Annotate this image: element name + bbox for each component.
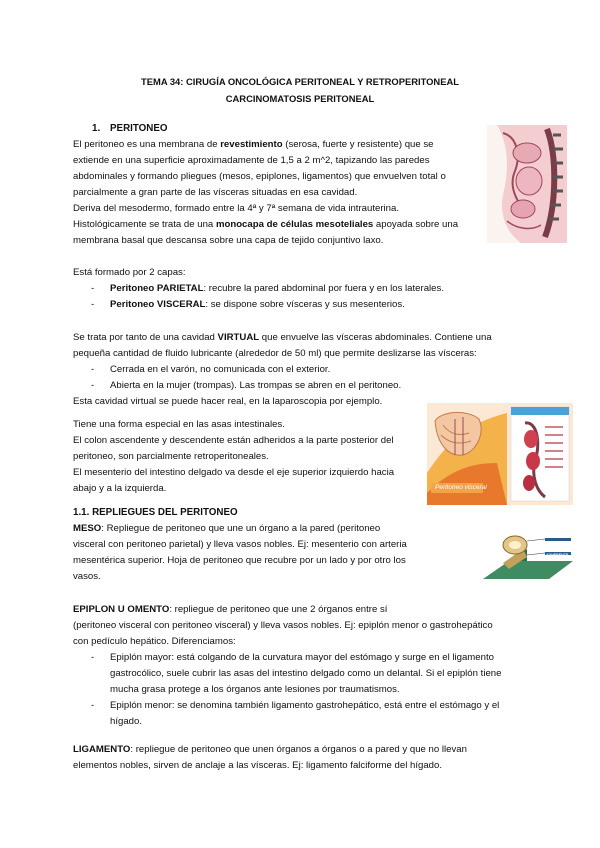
- list-item: hígado.: [110, 716, 143, 727]
- paragraph-line: parcialmente a gran parte de las vísceras situadas en esa cavidad.: [73, 187, 358, 198]
- paragraph-line: Histológicamente se trata de una monocapa de células mesoteliales apoyada sobre una: [73, 219, 459, 230]
- paragraph-line: pequeña cantidad de fluido lubricante (alrededor de 50 ml) que permite deslizarse las vísceras:: [73, 348, 477, 359]
- figure-meso-diagram: [483, 529, 573, 587]
- figure-label: BORDE ADHERENTE: [546, 548, 569, 557]
- bullet-dash: -: [91, 364, 95, 375]
- list-item: Peritoneo VISCERAL: se dispone sobre vísceras y sus mesenterios.: [110, 299, 405, 310]
- bold-term: revestimiento: [220, 139, 283, 150]
- paragraph-line: vasos.: [73, 571, 101, 582]
- paragraph-line: El colon ascendente y descendente están adheridos a la parte posterior del: [73, 435, 394, 446]
- bullet-dash: -: [91, 652, 95, 663]
- paragraph-line: Se trata por tanto de una cavidad VIRTUAL que envuelve las vísceras abdominales. Contiene una: [73, 332, 492, 343]
- paragraph-line: abajo y a la izquierda.: [73, 483, 167, 494]
- figure-caption: Peritoneo visceral: [435, 484, 487, 491]
- paragraph-line: peritoneo, son parcialmente retroperitoneales.: [73, 451, 269, 462]
- paragraph-line: membrana basal que descansa sobre una capa de tejido conjuntivo laxo.: [73, 235, 384, 246]
- paragraph-line: Deriva del mesodermo, formado entre la 4ª y 7ª semana de vida intrauterina.: [73, 203, 399, 214]
- list-item: Epiplón mayor: está colgando de la curvatura mayor del estómago y surge en el ligamento: [110, 652, 494, 663]
- paragraph-line: extiende en una superficie aproximadamente de 1,5 a 2 m^2, tapizando las paredes: [73, 155, 430, 166]
- bullet-dash: -: [91, 299, 95, 310]
- list-item: mucha grasa protege a los órganos ante lesiones por traumatismos.: [110, 684, 400, 695]
- paragraph-line: Esta cavidad virtual se puede hacer real, en la laparoscopia por ejemplo.: [73, 396, 383, 407]
- list-item: Peritoneo PARIETAL: recubre la pared abdominal por fuera y en los laterales.: [110, 283, 444, 294]
- section-number: 1.: [92, 123, 101, 134]
- paragraph-line: con pedículo hepático. Diferenciamos:: [73, 636, 236, 647]
- paragraph-line: visceral con peritoneo parietal) y lleva vasos nobles. Ej: mesenterio con arteria: [73, 539, 407, 550]
- doc-title-line2: CARCINOMATOSIS PERITONEAL: [225, 93, 375, 104]
- bullet-dash: -: [91, 700, 95, 711]
- paragraph-line: MESO: Repliegue de peritoneo que une un órgano a la pared (peritoneo: [73, 523, 381, 534]
- paragraph-line: elementos nobles, sirven de anclaje a las vísceras. Ej: ligamento falciforme del hígado.: [73, 760, 443, 771]
- figure-label: BORDE LIBRE: [546, 534, 571, 538]
- paragraph-line: El mesenterio del intestino delgado va desde el eje superior izquierdo hacia: [73, 467, 395, 478]
- bold-term: monocapa de células mesoteliales: [215, 219, 374, 230]
- list-item: Abierta en la mujer (trompas). Las trompas se abren en el peritoneo.: [110, 380, 402, 391]
- paragraph-line: Tiene una forma especial en las asas intestinales.: [73, 419, 285, 430]
- paragraph-line: mesentérica superior. Hoja de peritoneo que recubre por un lado y por otro los: [73, 555, 406, 566]
- doc-title-line1: TEMA 34: CIRUGÍA ONCOLÓGICA PERITONEAL Y RETROPERITONEAL: [141, 76, 459, 87]
- section-heading-repliegues: 1.1. REPLIEGUES DEL PERITONEO: [73, 507, 238, 518]
- list-item: Epiplón menor: se denomina también ligamento gastrohepático, está entre el estómago y el: [110, 700, 500, 711]
- list-item: gastrocólico, suele cubrir las asas del intestino delgado como un delantal. Si el epiplón tiene: [110, 668, 502, 679]
- figure-peritoneo-visceral: [427, 403, 573, 505]
- bold-term: VIRTUAL: [217, 332, 260, 343]
- paragraph-line: abdominales y formando pliegues (mesos, epiplones, ligamentos) que envuelven total o: [73, 171, 446, 182]
- bullet-dash: -: [91, 283, 95, 294]
- bullet-dash: -: [91, 380, 95, 391]
- section-heading-peritoneo: PERITONEO: [110, 123, 168, 134]
- figure-abdomen-sagittal: [487, 125, 567, 243]
- paragraph-line: LIGAMENTO: repliegue de peritoneo que unen órganos a órganos o a pared y que no llevan: [73, 744, 467, 755]
- paragraph-line: El peritoneo es una membrana de revestimiento (serosa, fuerte y resistente) que se: [73, 139, 434, 150]
- paragraph-line: (peritoneo visceral con peritoneo visceral) y lleva vasos nobles. Ej: epiplón menor o gastrohepático: [73, 620, 493, 631]
- paragraph-line: Está formado por 2 capas:: [73, 267, 186, 278]
- paragraph-line: EPIPLON U OMENTO: repliegue de peritoneo que une 2 órganos entre sí: [73, 604, 388, 615]
- list-item: Cerrada en el varón, no comunicada con el exterior.: [110, 364, 331, 375]
